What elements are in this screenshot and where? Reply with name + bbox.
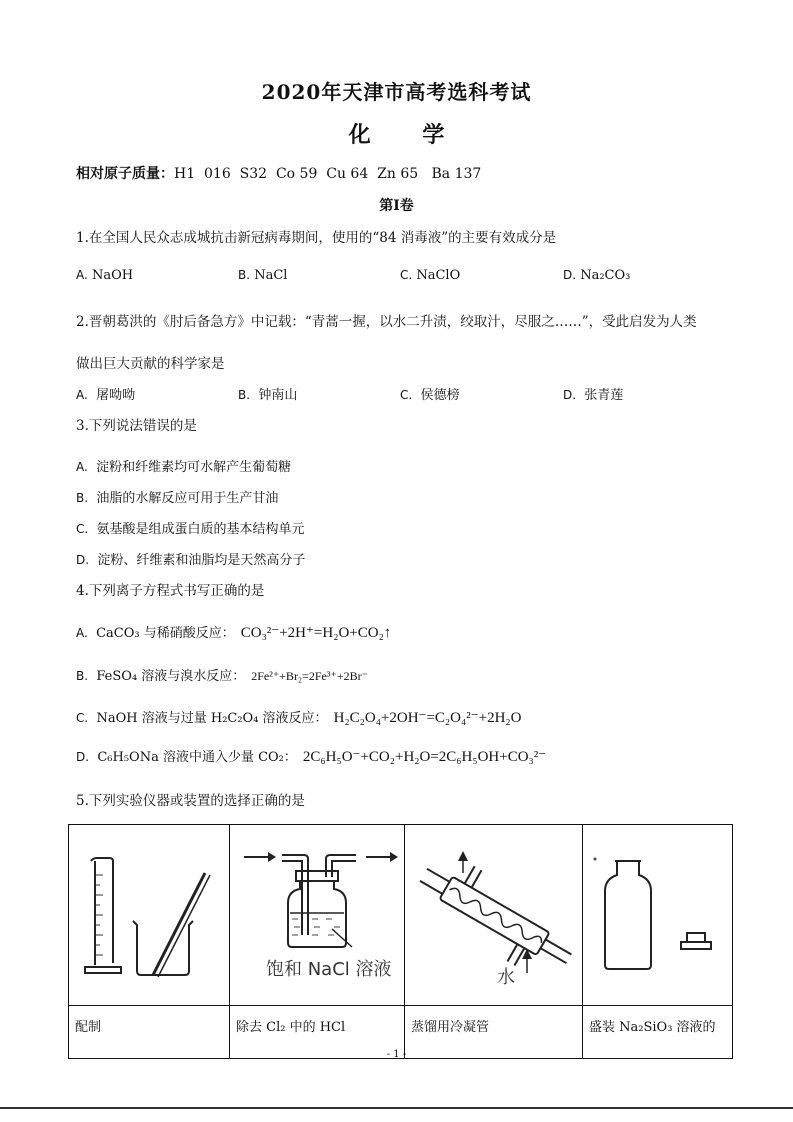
apparatus-cell-condenser (405, 825, 583, 1006)
caption-gas-wash-bottle: 除去 Cl₂ 中的 HCl (230, 1006, 405, 1059)
caption-condenser: 蒸馏用冷凝管 (405, 1006, 583, 1059)
question-5-stem: 5.下列实验仪器或装置的选择正确的是 (76, 793, 305, 809)
caption-reagent-bottle: 盛装 Na₂SiO₃ 溶液的 (583, 1006, 733, 1059)
q4-option-a-equation: CO₃²⁻+2H⁺=H₂O+CO₂↑ (240, 625, 392, 641)
q2-option-d: D. 张青莲 (563, 388, 624, 403)
q3-option-c: C. 氨基酸是组成蛋白质的基本结构单元 (76, 522, 305, 537)
atomic-masses-label: 相对原子质量： (76, 166, 174, 182)
condenser-figure (405, 825, 582, 1001)
q2-option-a: A. 屠呦呦 (76, 388, 136, 403)
subject-title: 化 学 (348, 122, 467, 148)
question-4-stem: 4.下列离子方程式书写正确的是 (76, 583, 265, 599)
caption-cylinder-beaker: 配制 (69, 1006, 230, 1059)
q4-option-d-equation: 2C₆H₅O⁻+CO₂+H₂O=2C₆H₅OH+CO₃²⁻ (302, 749, 547, 765)
question-1-stem: 1.在全国人民众志成城抗击新冠病毒期间，使用的“84 消毒液”的主要有效成分是 (76, 230, 557, 246)
apparatus-cell-gas-wash-bottle (230, 825, 405, 1006)
q1-option-a: A. NaOH (76, 268, 134, 283)
question-2-stem-cont: 做出巨大贡献的科学家是 (76, 356, 225, 372)
question-3-stem: 3.下列说法错误的是 (76, 418, 197, 434)
q1-option-c: C. NaClO (400, 268, 461, 283)
exam-title: 2020年天津市高考选科考试 (261, 80, 532, 104)
saturated-nacl-label: 饱和 NaCl 溶液 (266, 959, 392, 980)
apparatus-cell-cylinder-beaker (69, 825, 230, 1006)
gas-wash-bottle-figure (230, 825, 404, 1001)
page-number: - 1 - (386, 1049, 407, 1060)
apparatus-cell-reagent-bottle (583, 825, 733, 1006)
water-label: 水 (497, 967, 515, 988)
q4-option-c: C. NaOH 溶液与过量 H₂C₂O₄ 溶液反应： H₂C₂O₄+2OH⁻=C₂O₄²⁻+2H₂O (76, 710, 522, 726)
q3-option-d: D. 淀粉、纤维素和油脂均是天然高分子 (76, 553, 306, 568)
q4-option-a: A. CaCO₃ 与稀硝酸反应： CO₃²⁻+2H⁺=H₂O+CO₂↑ (76, 625, 392, 641)
q1-option-d: D. Na₂CO₃ (563, 268, 631, 283)
atomic-masses-values: H1 016 S32 Co 59 Cu 64 Zn 65 Ba 137 (174, 166, 482, 182)
apparatus-table (68, 824, 733, 1059)
q4-option-b: B. FeSO₄ 溶液与溴水反应： 2Fe²⁺+Br₂=2Fe³⁺+2Br⁻ (76, 669, 368, 684)
cylinder-beaker-figure (69, 825, 229, 1001)
footer-divider (0, 1107, 793, 1109)
volume-heading: 第Ⅰ卷 (379, 198, 414, 214)
q1-option-b: B. NaCl (238, 268, 288, 283)
q3-option-b: B. 油脂的水解反应可用于生产甘油 (76, 491, 279, 506)
question-2-stem: 2.晋朝葛洪的《肘后备急方》中记载：“青蒿一握，以水二升渍，绞取汁，尽服之……”，受此启发为人类 (76, 314, 697, 330)
q4-option-b-equation: 2Fe²⁺+Br₂=2Fe³⁺+2Br⁻ (251, 669, 368, 683)
reagent-bottle-figure (583, 825, 733, 1001)
atomic-masses (76, 163, 481, 183)
q2-option-b: B. 钟南山 (238, 388, 298, 403)
q4-option-c-equation: H₂C₂O₄+2OH⁻=C₂O₄²⁻+2H₂O (333, 710, 522, 726)
q3-option-a: A. 淀粉和纤维素均可水解产生葡萄糖 (76, 460, 292, 475)
q4-option-d: D. C₆H₅ONa 溶液中通入少量 CO₂： 2C₆H₅O⁻+CO₂+H₂O=2C₆H₅OH+CO₃²⁻ (76, 749, 547, 765)
q2-option-c: C. 侯德榜 (400, 388, 460, 403)
